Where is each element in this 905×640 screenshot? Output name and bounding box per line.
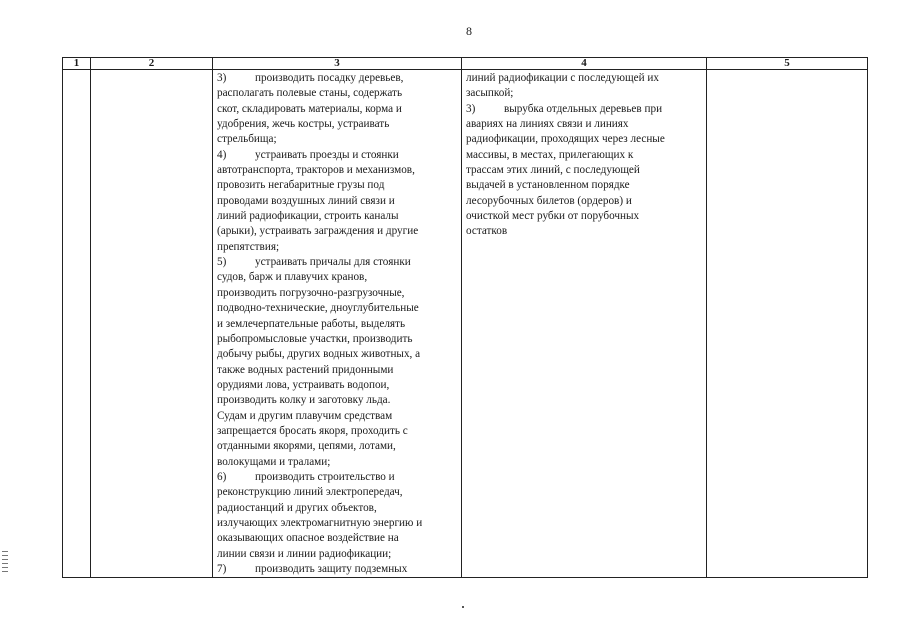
- line-text: выдачей в установленном порядке: [466, 179, 630, 192]
- table-header-row: [63, 58, 868, 70]
- cell-col-5: [707, 70, 868, 578]
- line-text: подводно-технические, дноуглубительные: [217, 302, 419, 315]
- text-line: [217, 332, 458, 347]
- item-number: 4): [217, 148, 227, 161]
- line-text: препятствия;: [217, 240, 280, 253]
- line-text: и землечерпательные работы, выделять: [217, 317, 406, 330]
- text-line: [217, 547, 458, 562]
- line-text: стрельбища;: [217, 133, 277, 146]
- page-number: 8: [466, 24, 472, 38]
- text-line: [217, 209, 458, 224]
- text-line: [217, 224, 458, 239]
- line-text: автотранспорта, тракторов и механизмов,: [217, 164, 415, 177]
- line-text: линий радиофикации, строить каналы: [217, 210, 399, 223]
- text-line: [217, 148, 458, 163]
- text-line: [217, 117, 458, 132]
- text-line: [466, 86, 703, 101]
- column-header-3: 3: [213, 58, 462, 70]
- line-text: удобрения, жечь костры, устраивать: [217, 118, 390, 131]
- line-text: Судам и другим плавучим средствам: [217, 409, 393, 422]
- text-line: [217, 485, 458, 500]
- text-line: [217, 455, 458, 470]
- line-text: рыбопромысловые участки, производить: [217, 332, 413, 345]
- line-text: волокущами и тралами;: [217, 455, 331, 468]
- line-text: линий радиофикации с последующей их: [466, 72, 659, 84]
- text-line: [217, 86, 458, 101]
- scan-speck: [462, 606, 464, 608]
- line-text: провозить негабаритные грузы под: [217, 179, 385, 192]
- text-line: [217, 378, 458, 393]
- document-table: [62, 57, 868, 578]
- line-text: радиофикации, проходящих через лесные: [466, 133, 665, 146]
- text-line: [466, 209, 703, 224]
- text-line: [217, 516, 458, 531]
- text-line: [466, 102, 703, 117]
- line-text: оказывающих опасное воздействие на: [217, 532, 399, 545]
- text-line: [217, 424, 458, 439]
- column-header-4: 4: [462, 58, 707, 70]
- line-text: располагать полевые станы, содержать: [217, 87, 403, 100]
- line-text: излучающих электромагнитную энергию и: [217, 516, 423, 529]
- line-text: очисткой мест рубки от порубочных: [466, 210, 640, 223]
- cell-col-2: [91, 70, 213, 578]
- line-text: засыпкой;: [466, 87, 514, 100]
- cell-col-3: [213, 70, 462, 578]
- text-line: [217, 409, 458, 424]
- line-text: добычу рыбы, других водных животных, а: [217, 348, 421, 361]
- line-text: скот, складировать материалы, корма и: [217, 102, 402, 115]
- column-header-5: 5: [707, 58, 868, 70]
- item-number: 5): [217, 256, 227, 269]
- text-line: [217, 255, 458, 270]
- margin-scan-mark: [2, 551, 8, 577]
- line-text: (арыки), устраивать заграждения и другие: [217, 225, 419, 238]
- text-line: [217, 347, 458, 362]
- text-line: [217, 163, 458, 178]
- text-line: [217, 178, 458, 193]
- text-line: [217, 301, 458, 316]
- text-line: [217, 194, 458, 209]
- text-line: [466, 194, 703, 209]
- line-text: производить посадку деревьев,: [255, 72, 404, 84]
- text-line: [466, 117, 703, 132]
- line-text: трассам этих линий, с последующей: [466, 164, 640, 177]
- item-number: 3): [466, 102, 476, 115]
- item-number: 6): [217, 470, 227, 483]
- text-line: [217, 240, 458, 255]
- text-line: [466, 224, 703, 239]
- line-text: производить колку и заготовку льда.: [217, 394, 391, 407]
- text-line: [217, 501, 458, 516]
- line-text: остатков: [466, 225, 508, 238]
- text-line: [466, 178, 703, 193]
- line-text: орудиями лова, устраивать водопои,: [217, 378, 390, 391]
- text-line: [466, 71, 703, 86]
- text-line: [466, 132, 703, 147]
- text-line: [217, 71, 458, 86]
- line-text: авариях на линиях связи и линиях: [466, 118, 629, 131]
- item-number: 3): [217, 72, 227, 84]
- line-text: производить защиту подземных: [255, 563, 408, 575]
- text-line: [466, 148, 703, 163]
- line-text: судов, барж и плавучих кранов,: [217, 271, 368, 284]
- text-line: [217, 286, 458, 301]
- item-number: 7): [217, 563, 227, 575]
- text-line: [217, 531, 458, 546]
- column-header-1: 1: [63, 58, 91, 70]
- text-line: [217, 102, 458, 117]
- line-text: производить строительство и: [255, 470, 395, 483]
- line-text: также водных растений придонными: [217, 363, 394, 376]
- line-text: проводами воздушных линий связи и: [217, 194, 395, 207]
- line-text: отданными якорями, цепями, лотами,: [217, 440, 396, 453]
- line-text: производить погрузочно-разгрузочные,: [217, 286, 405, 299]
- text-line: [217, 132, 458, 147]
- cell-col-1: [63, 70, 91, 578]
- text-line: [466, 163, 703, 178]
- text-line: [217, 562, 458, 577]
- line-text: линии связи и линии радиофикации;: [217, 547, 392, 560]
- column-header-2: 2: [91, 58, 213, 70]
- text-line: [217, 317, 458, 332]
- line-text: вырубка отдельных деревьев при: [504, 102, 663, 115]
- line-text: радиостанций и других объектов,: [217, 501, 377, 514]
- line-text: реконструкцию линий электропередач,: [217, 486, 403, 499]
- line-text: устраивать причалы для стоянки: [255, 256, 411, 269]
- text-line: [217, 270, 458, 285]
- line-text: устраивать проезды и стоянки: [255, 148, 399, 161]
- cell-col-4: [462, 70, 707, 578]
- line-text: массивы, в местах, прилегающих к: [466, 148, 634, 161]
- line-text: запрещается бросать якоря, проходить с: [217, 424, 408, 437]
- text-line: [217, 439, 458, 454]
- line-text: лесорубочных билетов (ордеров) и: [466, 194, 632, 207]
- text-line: [217, 470, 458, 485]
- table-row: [63, 70, 868, 578]
- text-line: [217, 393, 458, 408]
- col4-text-block: [462, 70, 706, 240]
- text-line: [217, 363, 458, 378]
- col3-text-block: [213, 70, 461, 577]
